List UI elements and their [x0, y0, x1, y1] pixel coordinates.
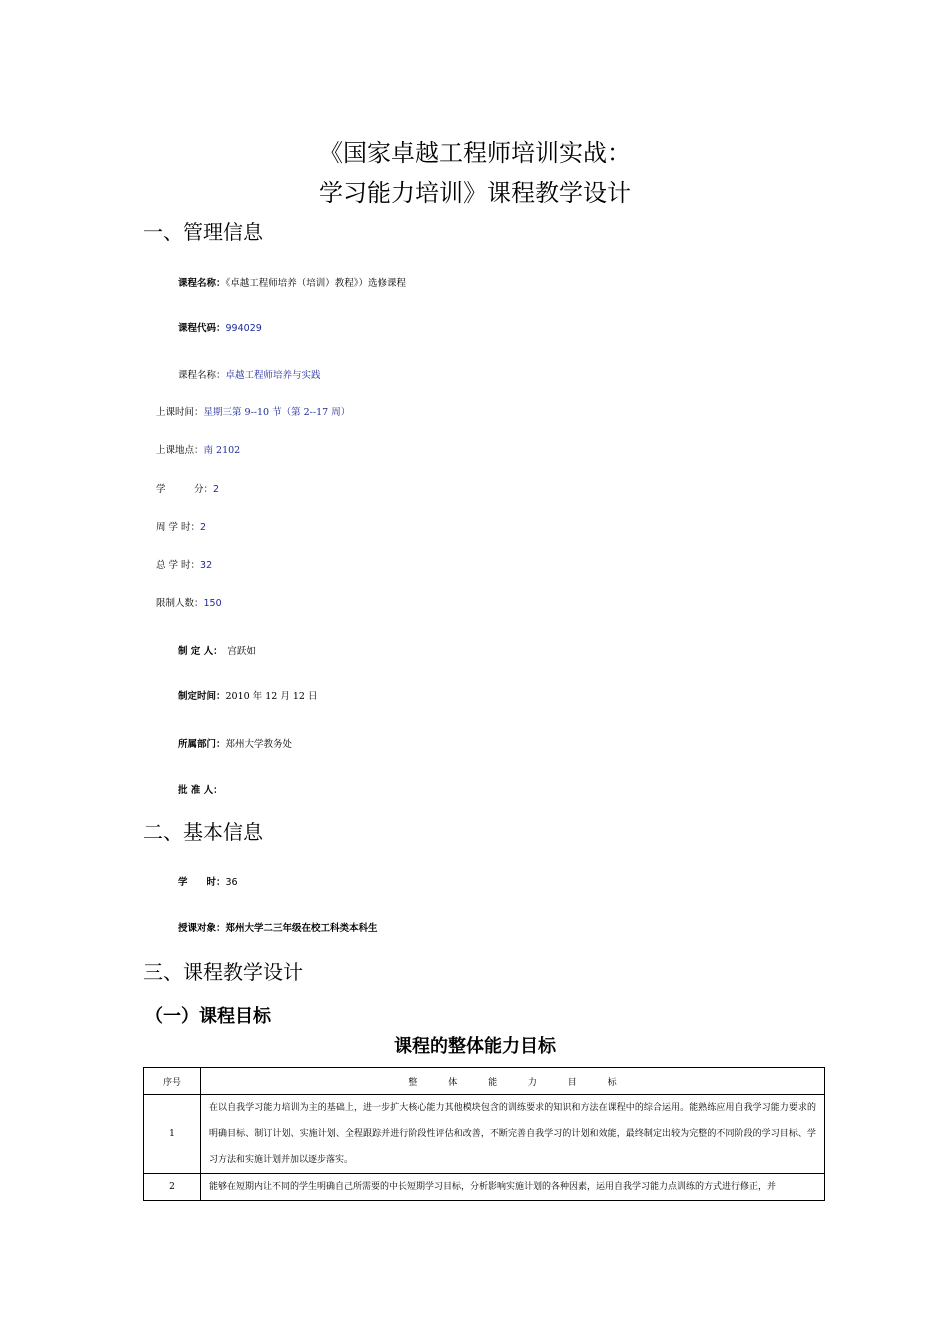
limit-value: 150: [203, 598, 222, 609]
total-hours-label: 总 学 时：: [156, 560, 201, 571]
course-code-row: [178, 320, 262, 334]
row-goal-text: 在以自我学习能力培训为主的基础上，进一步扩大核心能力其他模块包含的训练要求的知识和方法在课程中的综合运用。能熟练应用自我学习能力要求的明确目标、制订计划、实施计划、全程跟踪并进行阶段性评估和改善，不断完善自我学习的计划和效能，最终制定出较为完整的不同阶段的学习目标、学习方法和实施计划并加以逐步落实。: [201, 1095, 825, 1174]
header-goal: 整 体 能 力 目 标: [201, 1068, 825, 1095]
basic-hours-row: [178, 874, 238, 888]
date-row: [178, 688, 317, 702]
audience-row: [178, 920, 378, 934]
location-value: 南 2102: [203, 445, 241, 456]
document-title-line2: 学习能力培训》课程教学设计: [319, 179, 631, 207]
audience-value: 郑州大学二三年级在校工科类本科生: [225, 923, 378, 934]
dept-row: [178, 736, 292, 750]
table-title: 课程的整体能力目标: [394, 1036, 556, 1057]
location-row: [156, 442, 240, 456]
course-name1-row: [178, 275, 406, 289]
approver-row: [178, 782, 223, 796]
row-goal-text: 能够在短期内让不同的学生明确自己所需要的中长短期学习目标，分析影响实施计划的各种因素，运用自我学习能力点训练的方式进行修正，并: [201, 1174, 825, 1201]
limit-row: [156, 595, 222, 609]
author-value: 宫跃如: [227, 646, 256, 657]
total-hours-value: 32: [200, 560, 213, 571]
section1-heading: 一、管理信息: [143, 220, 263, 244]
dept-label: 所属部门：: [178, 739, 226, 750]
course-code-value: 994029: [225, 323, 262, 334]
capability-goals-table: [143, 1067, 825, 1201]
location-label: 上课地点：: [156, 445, 204, 456]
row-seq: 2: [144, 1174, 201, 1201]
total-hours-row: [156, 557, 212, 571]
section2-heading: 二、基本信息: [143, 820, 263, 844]
table-row: [144, 1095, 825, 1174]
approver-label: 批 准 人：: [178, 785, 223, 796]
course-name1-value: 《卓越工程师培养（培训）教程》）选修课程: [225, 278, 407, 289]
date-value: 2010 年 12 月 12 日: [225, 691, 318, 702]
course-name2-label: 课程名称：: [178, 370, 226, 381]
document-title-line1: 《国家卓越工程师培训实战：: [319, 139, 631, 167]
course-name2-row: [178, 367, 321, 381]
course-name2-value: 卓越工程师培养与实践: [225, 370, 321, 381]
course-name1-label: 课程名称：: [178, 278, 226, 289]
table-header-row: [144, 1068, 825, 1095]
weekly-hours-row: [156, 519, 206, 533]
table-row: [144, 1174, 825, 1201]
credits-label: 学 分：: [156, 484, 214, 495]
class-time-label: 上课时间：: [156, 407, 204, 418]
credits-value: 2: [213, 484, 220, 495]
basic-hours-label: 学 时：: [178, 877, 226, 888]
basic-hours-value: 36: [225, 877, 238, 888]
credits-row: [156, 481, 219, 495]
row-seq: 1: [144, 1095, 201, 1174]
class-time-value: 星期三第 9--10 节（第 2--17 周）: [203, 407, 351, 418]
header-seq: 序号: [144, 1068, 201, 1095]
section3-heading: 三、课程教学设计: [143, 960, 303, 984]
section3-subheading: （一）课程目标: [145, 1006, 271, 1027]
limit-label: 限制人数：: [156, 598, 204, 609]
weekly-hours-label: 周 学 时：: [156, 522, 201, 533]
weekly-hours-value: 2: [200, 522, 207, 533]
dept-value: 郑州大学教务处: [225, 739, 293, 750]
author-label: 制 定 人：: [178, 646, 218, 657]
class-time-row: [156, 404, 350, 418]
audience-label: 授课对象：: [178, 923, 226, 934]
date-label: 制定时间：: [178, 691, 226, 702]
course-code-label: 课程代码：: [178, 323, 226, 334]
author-row: [178, 643, 256, 657]
